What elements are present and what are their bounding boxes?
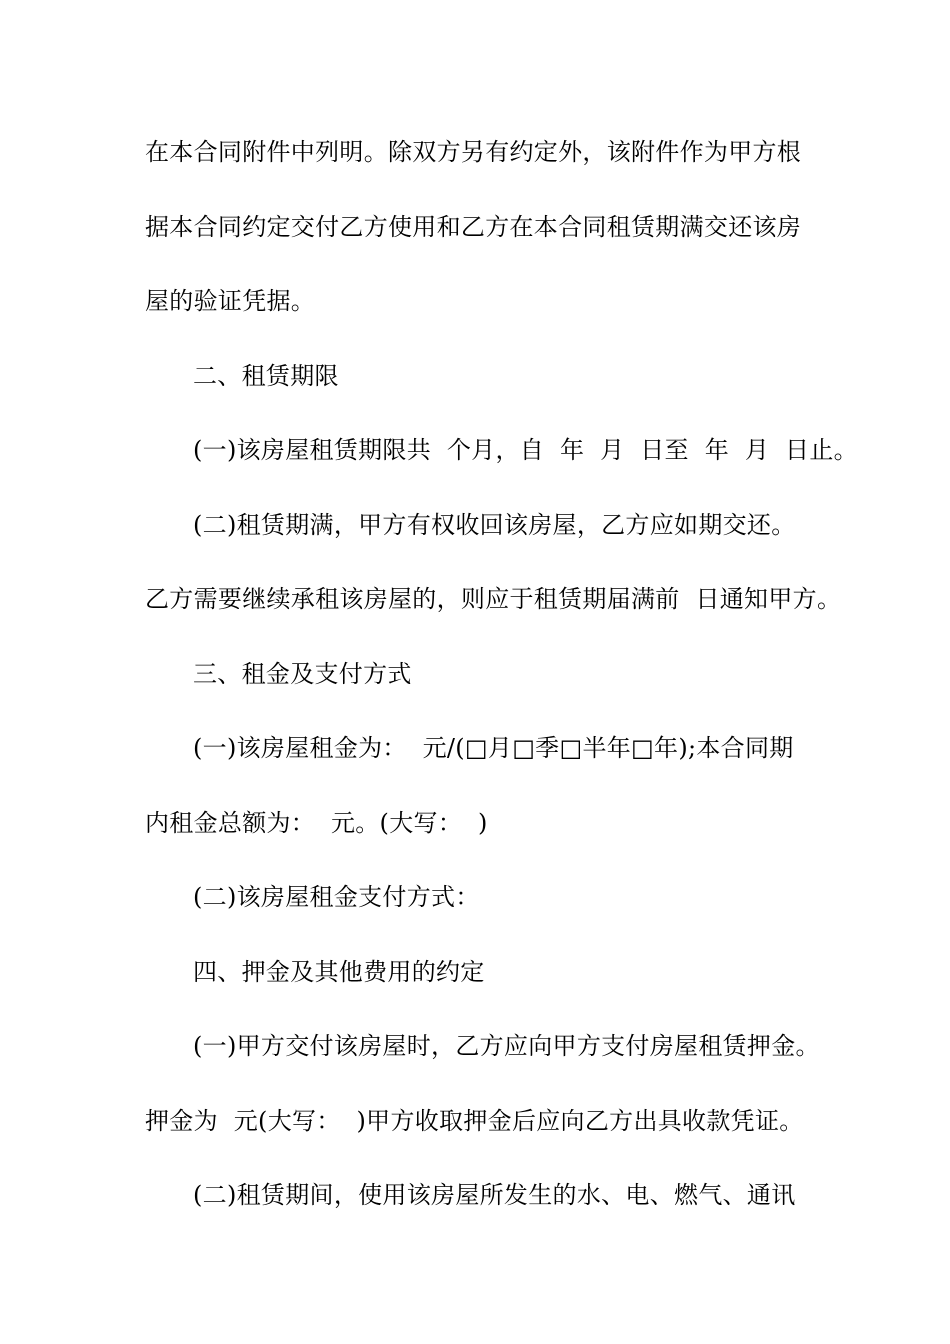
paragraph-line: (一)甲方交付该房屋时，乙方应向甲方支付房屋租赁押金。 bbox=[193, 1032, 820, 1060]
section-heading: 二、租赁期限 bbox=[193, 362, 339, 390]
paragraph-line: 在本合同附件中列明。除双方另有约定外，该附件作为甲方根 bbox=[145, 138, 802, 166]
paragraph-line: (二)该房屋租金支付方式： bbox=[193, 883, 480, 911]
paragraph-line: 屋的验证凭据。 bbox=[145, 287, 316, 315]
paragraph-line: 乙方需要继续承租该房屋的，则应于租赁期届满前 日通知甲方。 bbox=[145, 585, 842, 613]
paragraph-line: 押金为 元(大写： )甲方收取押金后应向乙方出具收款凭证。 bbox=[145, 1107, 804, 1135]
paragraph-line: 据本合同约定交付乙方使用和乙方在本合同租赁期满交还该房 bbox=[145, 213, 802, 241]
section-heading: 三、租金及支付方式 bbox=[193, 660, 412, 688]
paragraph-line: (一)该房屋租赁期限共 个月，自 年 月 日至 年 月 日止。 bbox=[193, 436, 858, 464]
section-heading: 四、押金及其他费用的约定 bbox=[193, 958, 485, 986]
paragraph-line: (一)该房屋租金为： 元/(□月□季□半年□年);本合同期 bbox=[193, 734, 794, 762]
paragraph-line: 内租金总额为： 元。(大写： ) bbox=[145, 809, 488, 837]
paragraph-line: (二)租赁期满，甲方有权收回该房屋，乙方应如期交还。 bbox=[193, 511, 796, 539]
paragraph-line: (二)租赁期间，使用该房屋所发生的水、电、燃气、通讯 bbox=[193, 1181, 796, 1209]
